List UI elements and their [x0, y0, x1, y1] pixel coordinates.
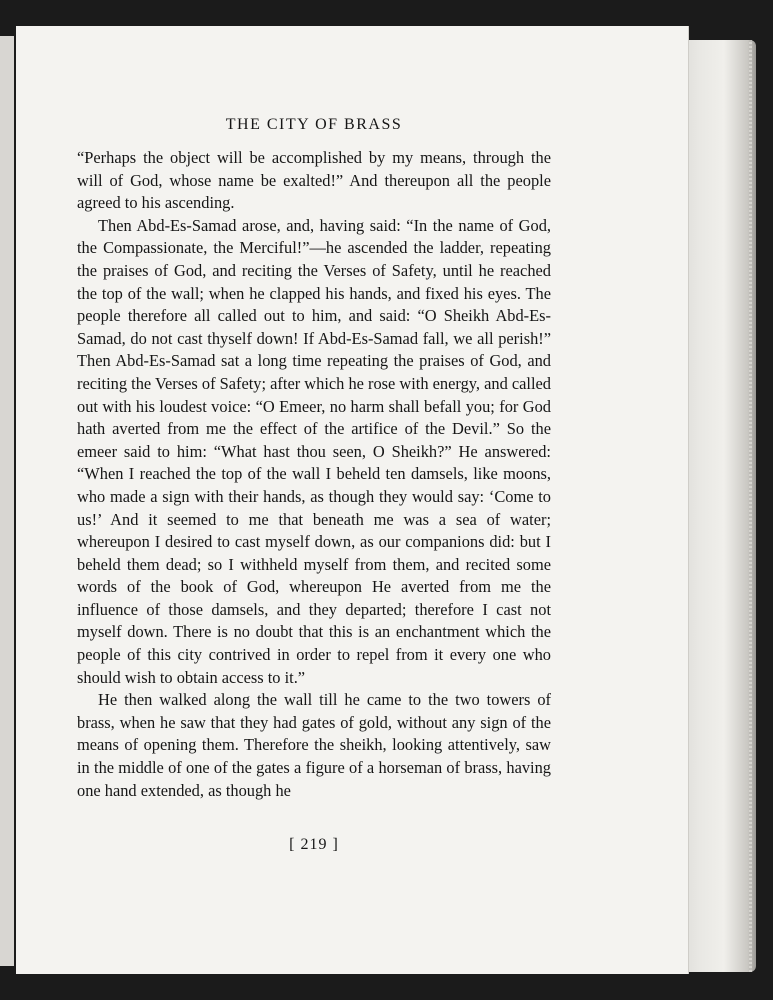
page-number: [ 219 ]	[289, 836, 339, 853]
facing-page-edge	[0, 36, 14, 966]
body-text	[77, 147, 551, 802]
paragraph: “Perhaps the object will be accomplished by my means, through the will of God, whose name be exalted!” And thereupon all the people agreed to his ascending.	[77, 148, 551, 213]
book-page	[16, 26, 688, 974]
paragraph: He then walked along the wall till he came to the two towers of brass, when he saw that they had gates of gold, without any sign of the means of opening them. Therefore the sheikh, looking attentively, saw in the middle of one of the gates a figure of a horseman of brass, having one hand extended, as though he	[77, 690, 551, 800]
running-head: THE CITY OF BRASS	[225, 116, 403, 133]
page-stack-edge	[676, 40, 756, 972]
paragraph: Then Abd-Es-Samad arose, and, having said: “In the name of God, the Compassionate, the Merciful!”—he ascended the ladder, repeating the praises of God, and reciting the Verses of Safety, until he reached the top of the wall; when he clapped his hands, and fixed his eyes. The people therefore all called out to him, and said: “O Sheikh Abd-Es-Samad, do not cast thyself down! If Abd-Es-Samad fall, we all perish!” Then Abd-Es-Samad sat a long time repeating the praises of God, and reciting the Verses of Safety; after which he rose with energy, and called out with his loudest voice: “O Emeer, no harm shall befall you; for God hath averted from me the effect of the artifice of the Devil.” So the emeer said to him: “What hast thou seen, O Sheikh?” He answered: “When I reached the top of the wall I beheld ten damsels, like moons, who made a sign with their hands, as though they would say: ‘Come to us!’ And it seemed to me that beneath me was a sea of water; whereupon I desired to cast myself down, as our companions did: but I beheld them dead; so I withheld myself from them, and recited some words of the book of God, whereupon He averted from me the influence of those damsels, and they departed; therefore I cast not myself down. There is no doubt that this is an enchantment which the people of this city contrived in order to repel from it every one who should wish to obtain access to it.”	[77, 215, 551, 687]
